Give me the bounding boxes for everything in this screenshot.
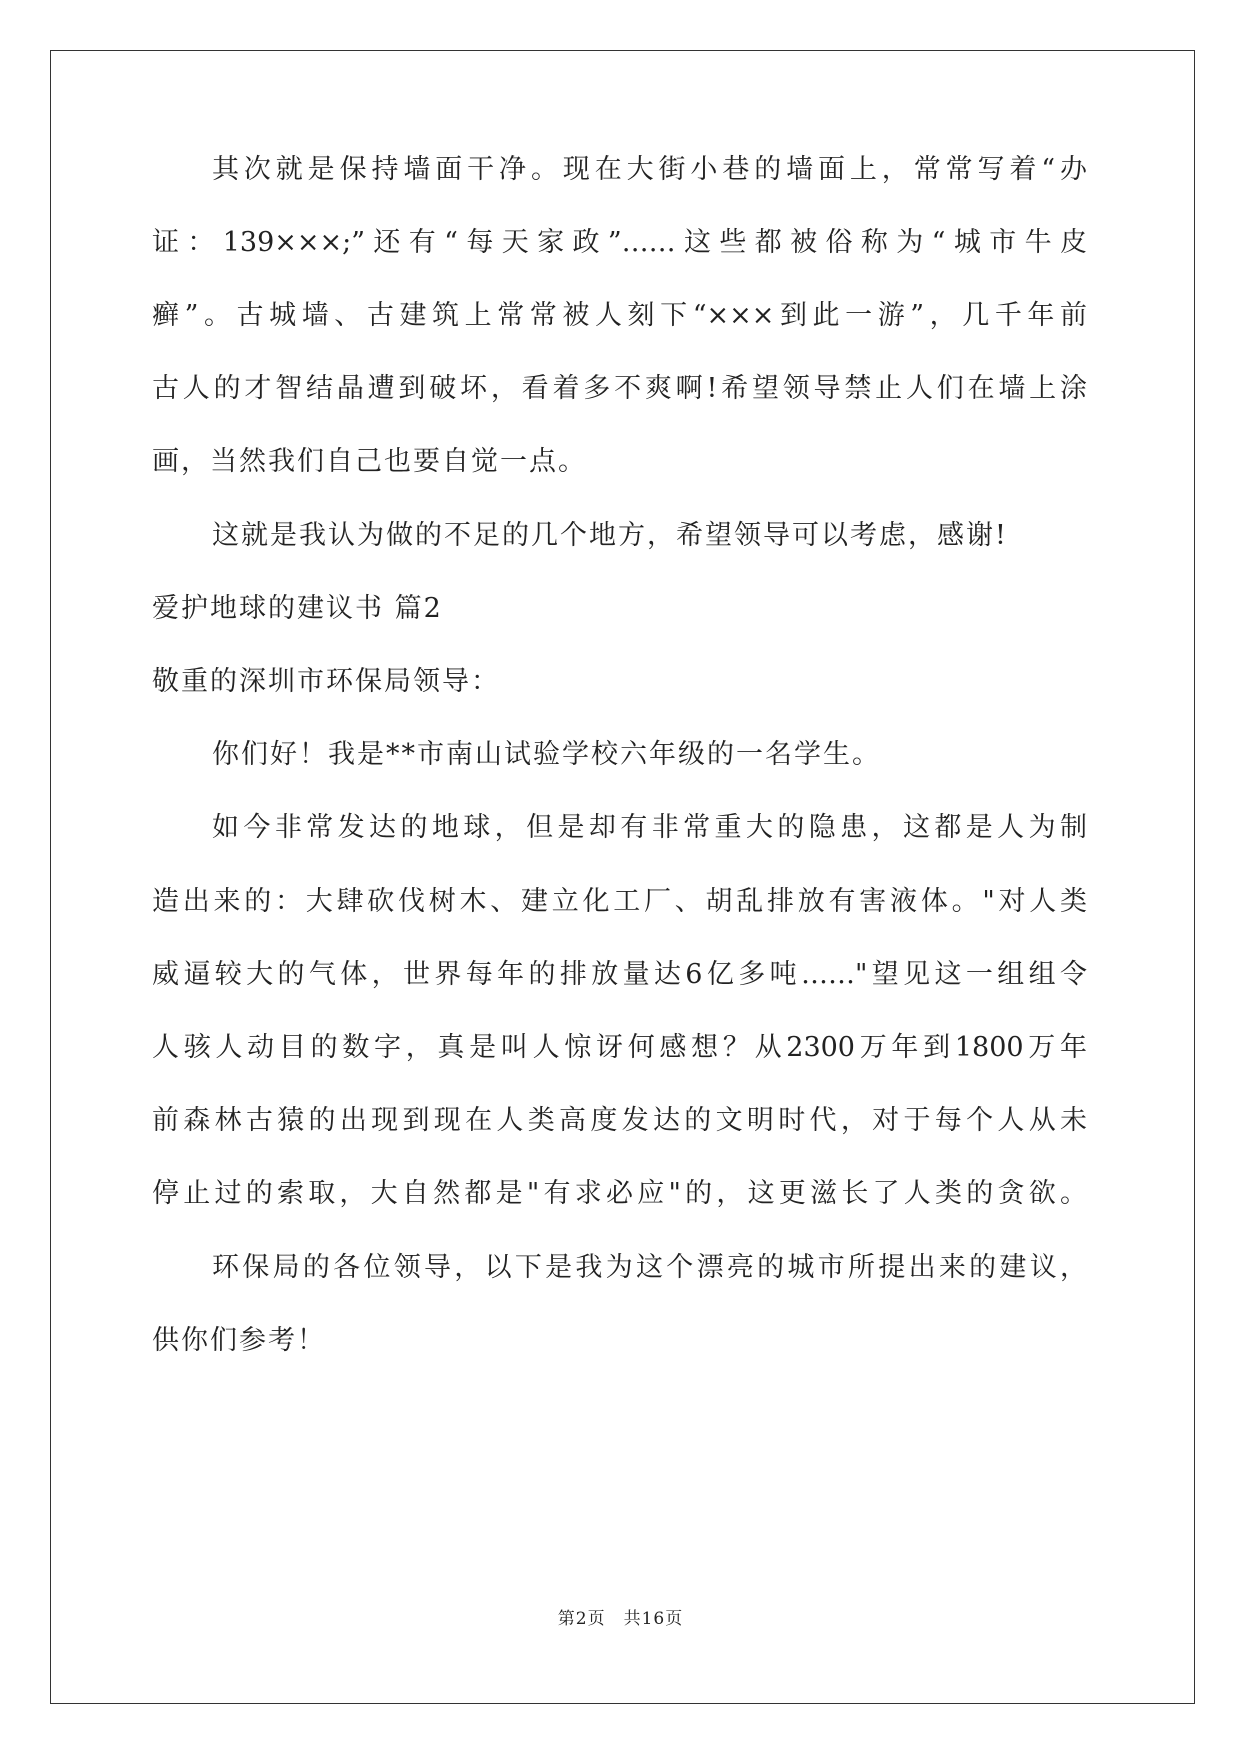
- text-line: 古人的才智结晶遭到破坏，看着多不爽啊!希望领导禁止人们在墙上涂: [152, 373, 1087, 404]
- salutation: 敬重的深圳市环保局领导：: [152, 666, 500, 697]
- text-line: 画，当然我们自己也要自觉一点。: [152, 446, 587, 477]
- text-line: 停止过的索取，大自然都是"有求必应"的，这更滋长了人类的贪欲。: [152, 1178, 1087, 1209]
- text-line: 癣”。古城墙、古建筑上常常被人刻下“×××到此一游”，几千年前: [152, 300, 1087, 331]
- text-line: 威逼较大的气体，世界每年的排放量达6亿多吨……"望见这一组组令: [152, 959, 1087, 990]
- text-line: 环保局的各位领导，以下是我为这个漂亮的城市所提出来的建议，: [212, 1252, 1087, 1283]
- text-line: 你们好！我是**市南山试验学校六年级的一名学生。: [212, 739, 881, 770]
- text-line: 人骇人动目的数字，真是叫人惊讶何感想？从2300万年到1800万年: [152, 1032, 1087, 1063]
- section-heading: 爱护地球的建议书 篇2: [152, 593, 443, 624]
- text-line: 其次就是保持墙面干净。现在大街小巷的墙面上，常常写着“办: [212, 154, 1087, 185]
- text-line: 这就是我认为做的不足的几个地方，希望领导可以考虑，感谢!: [212, 520, 1008, 551]
- text-line: 如今非常发达的地球，但是却有非常重大的隐患，这都是人为制: [212, 812, 1087, 843]
- text-line: 前森林古猿的出现到现在人类高度发达的文明时代，对于每个人从未: [152, 1105, 1087, 1136]
- page-number: 第2页 共16页: [557, 1609, 684, 1629]
- text-line: 供你们参考！: [152, 1325, 326, 1356]
- text-line: 造出来的：大肆砍伐树木、建立化工厂、胡乱排放有害液体。"对人类: [152, 886, 1087, 917]
- text-line: 证：139×××;”还有“每天家政”……这些都被俗称为“城市牛皮: [152, 227, 1087, 258]
